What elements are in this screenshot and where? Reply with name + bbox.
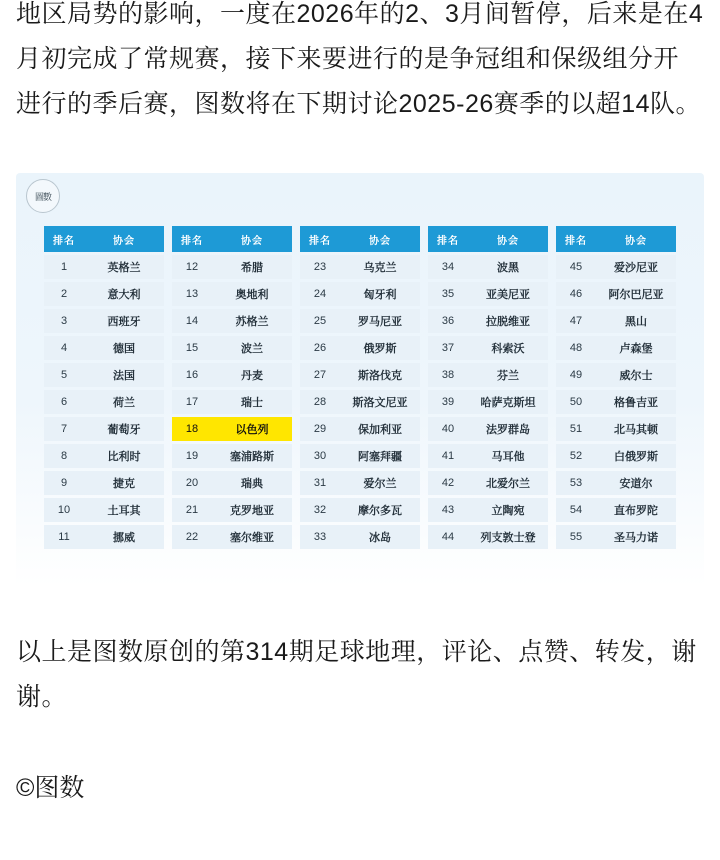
cell-association: 希腊 <box>212 255 292 279</box>
cell-rank: 24 <box>300 282 340 306</box>
ranking-tables-row <box>16 223 704 552</box>
cell-association: 塞浦路斯 <box>212 444 292 468</box>
cell-rank: 19 <box>172 444 212 468</box>
cell-rank: 13 <box>172 282 212 306</box>
cell-association: 克罗地亚 <box>212 498 292 522</box>
cell-rank: 29 <box>300 417 340 441</box>
table-row <box>172 471 292 495</box>
table-row <box>172 336 292 360</box>
cell-rank: 43 <box>428 498 468 522</box>
cell-rank: 50 <box>556 390 596 414</box>
header-rank: 排名 <box>44 226 84 252</box>
cell-association: 捷克 <box>84 471 164 495</box>
ranking-table <box>44 223 164 552</box>
cell-association: 安道尔 <box>596 471 676 495</box>
figure-logo <box>26 179 60 213</box>
cell-rank: 25 <box>300 309 340 333</box>
cell-rank: 26 <box>300 336 340 360</box>
table-row <box>300 282 420 306</box>
table-row <box>428 390 548 414</box>
cell-association: 马耳他 <box>468 444 548 468</box>
table-row <box>172 282 292 306</box>
cell-association: 卢森堡 <box>596 336 676 360</box>
cell-rank: 7 <box>44 417 84 441</box>
cell-rank: 27 <box>300 363 340 387</box>
table-row <box>44 363 164 387</box>
table-row <box>44 498 164 522</box>
cell-association: 芬兰 <box>468 363 548 387</box>
cell-rank: 3 <box>44 309 84 333</box>
cell-association: 以色列 <box>212 417 292 441</box>
table-row <box>300 417 420 441</box>
cell-rank: 49 <box>556 363 596 387</box>
header-association: 协会 <box>340 226 420 252</box>
cell-association: 乌克兰 <box>340 255 420 279</box>
table-row <box>428 471 548 495</box>
cell-rank: 12 <box>172 255 212 279</box>
table-row <box>428 336 548 360</box>
cell-association: 德国 <box>84 336 164 360</box>
table-row <box>556 282 676 306</box>
cell-rank: 38 <box>428 363 468 387</box>
cell-rank: 20 <box>172 471 212 495</box>
table-row <box>556 417 676 441</box>
table-row <box>300 255 420 279</box>
table-header-row <box>44 226 164 252</box>
header-association: 协会 <box>596 226 676 252</box>
table-row <box>44 309 164 333</box>
table-row <box>172 363 292 387</box>
table-row <box>300 498 420 522</box>
cell-rank: 32 <box>300 498 340 522</box>
cell-rank: 10 <box>44 498 84 522</box>
table-row <box>556 336 676 360</box>
cell-association: 列支敦士登 <box>468 525 548 549</box>
cell-rank: 47 <box>556 309 596 333</box>
cell-association: 摩尔多瓦 <box>340 498 420 522</box>
cell-rank: 46 <box>556 282 596 306</box>
cell-rank: 33 <box>300 525 340 549</box>
cell-association: 塞尔维亚 <box>212 525 292 549</box>
header-association: 协会 <box>212 226 292 252</box>
table-row <box>300 309 420 333</box>
table-row <box>556 390 676 414</box>
cell-association: 葡萄牙 <box>84 417 164 441</box>
cell-association: 挪威 <box>84 525 164 549</box>
cell-association: 英格兰 <box>84 255 164 279</box>
cell-association: 瑞士 <box>212 390 292 414</box>
cell-association: 北爱尔兰 <box>468 471 548 495</box>
table-row <box>300 336 420 360</box>
cell-association: 格鲁吉亚 <box>596 390 676 414</box>
cell-rank: 45 <box>556 255 596 279</box>
cell-association: 波黑 <box>468 255 548 279</box>
cell-association: 北马其顿 <box>596 417 676 441</box>
cell-rank: 52 <box>556 444 596 468</box>
ranking-table <box>300 223 420 552</box>
table-row <box>300 525 420 549</box>
cell-rank: 42 <box>428 471 468 495</box>
cell-association: 黑山 <box>596 309 676 333</box>
cell-association: 苏格兰 <box>212 309 292 333</box>
table-row <box>44 471 164 495</box>
table-row <box>172 417 292 441</box>
table-row <box>556 255 676 279</box>
cell-association: 科索沃 <box>468 336 548 360</box>
cell-association: 荷兰 <box>84 390 164 414</box>
table-header-row <box>300 226 420 252</box>
cell-association: 阿尔巴尼亚 <box>596 282 676 306</box>
table-row <box>300 363 420 387</box>
cell-association: 瑞典 <box>212 471 292 495</box>
cell-rank: 22 <box>172 525 212 549</box>
article-top-text <box>0 0 720 127</box>
cell-rank: 44 <box>428 525 468 549</box>
table-row <box>300 471 420 495</box>
header-rank: 排名 <box>172 226 212 252</box>
table-header-row <box>556 226 676 252</box>
cell-rank: 4 <box>44 336 84 360</box>
cell-rank: 55 <box>556 525 596 549</box>
ranking-table <box>172 223 292 552</box>
cell-association: 亚美尼亚 <box>468 282 548 306</box>
cell-rank: 36 <box>428 309 468 333</box>
table-row <box>300 444 420 468</box>
header-rank: 排名 <box>556 226 596 252</box>
cell-association: 哈萨克斯坦 <box>468 390 548 414</box>
cell-rank: 21 <box>172 498 212 522</box>
cell-association: 拉脱维亚 <box>468 309 548 333</box>
table-row <box>428 309 548 333</box>
cell-rank: 40 <box>428 417 468 441</box>
cell-rank: 39 <box>428 390 468 414</box>
table-row <box>556 363 676 387</box>
cell-rank: 28 <box>300 390 340 414</box>
table-row <box>300 390 420 414</box>
table-row <box>428 282 548 306</box>
ranking-table <box>556 223 676 552</box>
cell-association: 斯洛伐克 <box>340 363 420 387</box>
table-header-row <box>428 226 548 252</box>
cell-association: 波兰 <box>212 336 292 360</box>
cell-rank: 18 <box>172 417 212 441</box>
cell-association: 西班牙 <box>84 309 164 333</box>
cell-association: 土耳其 <box>84 498 164 522</box>
bottom-paragraph: 以上是图数原创的第314期足球地理，评论、点赞、转发，谢谢。 <box>16 638 697 711</box>
table-row <box>556 525 676 549</box>
cell-association: 丹麦 <box>212 363 292 387</box>
table-row <box>556 498 676 522</box>
cell-rank: 15 <box>172 336 212 360</box>
cell-association: 意大利 <box>84 282 164 306</box>
cell-rank: 35 <box>428 282 468 306</box>
cell-association: 法国 <box>84 363 164 387</box>
table-row <box>172 309 292 333</box>
table-row <box>172 444 292 468</box>
cell-association: 奥地利 <box>212 282 292 306</box>
table-row <box>44 525 164 549</box>
table-header-row <box>172 226 292 252</box>
article-bottom-text <box>0 630 720 720</box>
table-row <box>428 363 548 387</box>
cell-association: 比利时 <box>84 444 164 468</box>
ranking-table <box>428 223 548 552</box>
cell-rank: 53 <box>556 471 596 495</box>
cell-rank: 51 <box>556 417 596 441</box>
cell-association: 威尔士 <box>596 363 676 387</box>
cell-rank: 14 <box>172 309 212 333</box>
cell-rank: 16 <box>172 363 212 387</box>
figure-logo-label: 圖數 <box>34 191 51 202</box>
table-row <box>172 255 292 279</box>
header-rank: 排名 <box>300 226 340 252</box>
cell-association: 立陶宛 <box>468 498 548 522</box>
cell-rank: 8 <box>44 444 84 468</box>
table-row <box>44 444 164 468</box>
ranking-figure <box>16 173 704 586</box>
cell-association: 保加利亚 <box>340 417 420 441</box>
top-paragraph: 地区局势的影响，一度在2026年的2、3月间暂停，后来是在4月初完成了常规赛，接下来要进行的是争冠组和保级组分开进行的季后赛，图数将在下期讨论2025-26赛季的以超14队。 <box>16 0 704 118</box>
table-row <box>44 417 164 441</box>
cell-association: 斯洛文尼亚 <box>340 390 420 414</box>
cell-rank: 6 <box>44 390 84 414</box>
cell-rank: 2 <box>44 282 84 306</box>
table-row <box>428 498 548 522</box>
cell-rank: 23 <box>300 255 340 279</box>
cell-rank: 48 <box>556 336 596 360</box>
table-row <box>172 498 292 522</box>
table-row <box>428 525 548 549</box>
cell-association: 圣马力诺 <box>596 525 676 549</box>
table-row <box>428 417 548 441</box>
table-row <box>556 444 676 468</box>
cell-rank: 5 <box>44 363 84 387</box>
table-row <box>44 390 164 414</box>
cell-rank: 41 <box>428 444 468 468</box>
table-row <box>172 390 292 414</box>
table-row <box>44 282 164 306</box>
cell-rank: 54 <box>556 498 596 522</box>
cell-rank: 34 <box>428 255 468 279</box>
cell-rank: 37 <box>428 336 468 360</box>
cell-association: 爱沙尼亚 <box>596 255 676 279</box>
cell-association: 白俄罗斯 <box>596 444 676 468</box>
cell-association: 匈牙利 <box>340 282 420 306</box>
cell-association: 法罗群岛 <box>468 417 548 441</box>
header-association: 协会 <box>468 226 548 252</box>
table-row <box>172 525 292 549</box>
table-row <box>44 336 164 360</box>
cell-association: 阿塞拜疆 <box>340 444 420 468</box>
copyright-line: ©图数 <box>16 774 85 802</box>
cell-association: 爱尔兰 <box>340 471 420 495</box>
table-row <box>556 471 676 495</box>
table-row <box>428 255 548 279</box>
cell-rank: 11 <box>44 525 84 549</box>
cell-association: 俄罗斯 <box>340 336 420 360</box>
cell-rank: 1 <box>44 255 84 279</box>
table-row <box>44 255 164 279</box>
table-row <box>556 309 676 333</box>
header-rank: 排名 <box>428 226 468 252</box>
cell-association: 冰岛 <box>340 525 420 549</box>
cell-rank: 17 <box>172 390 212 414</box>
cell-rank: 30 <box>300 444 340 468</box>
header-association: 协会 <box>84 226 164 252</box>
cell-rank: 31 <box>300 471 340 495</box>
cell-association: 罗马尼亚 <box>340 309 420 333</box>
table-row <box>428 444 548 468</box>
cell-rank: 9 <box>44 471 84 495</box>
cell-association: 直布罗陀 <box>596 498 676 522</box>
